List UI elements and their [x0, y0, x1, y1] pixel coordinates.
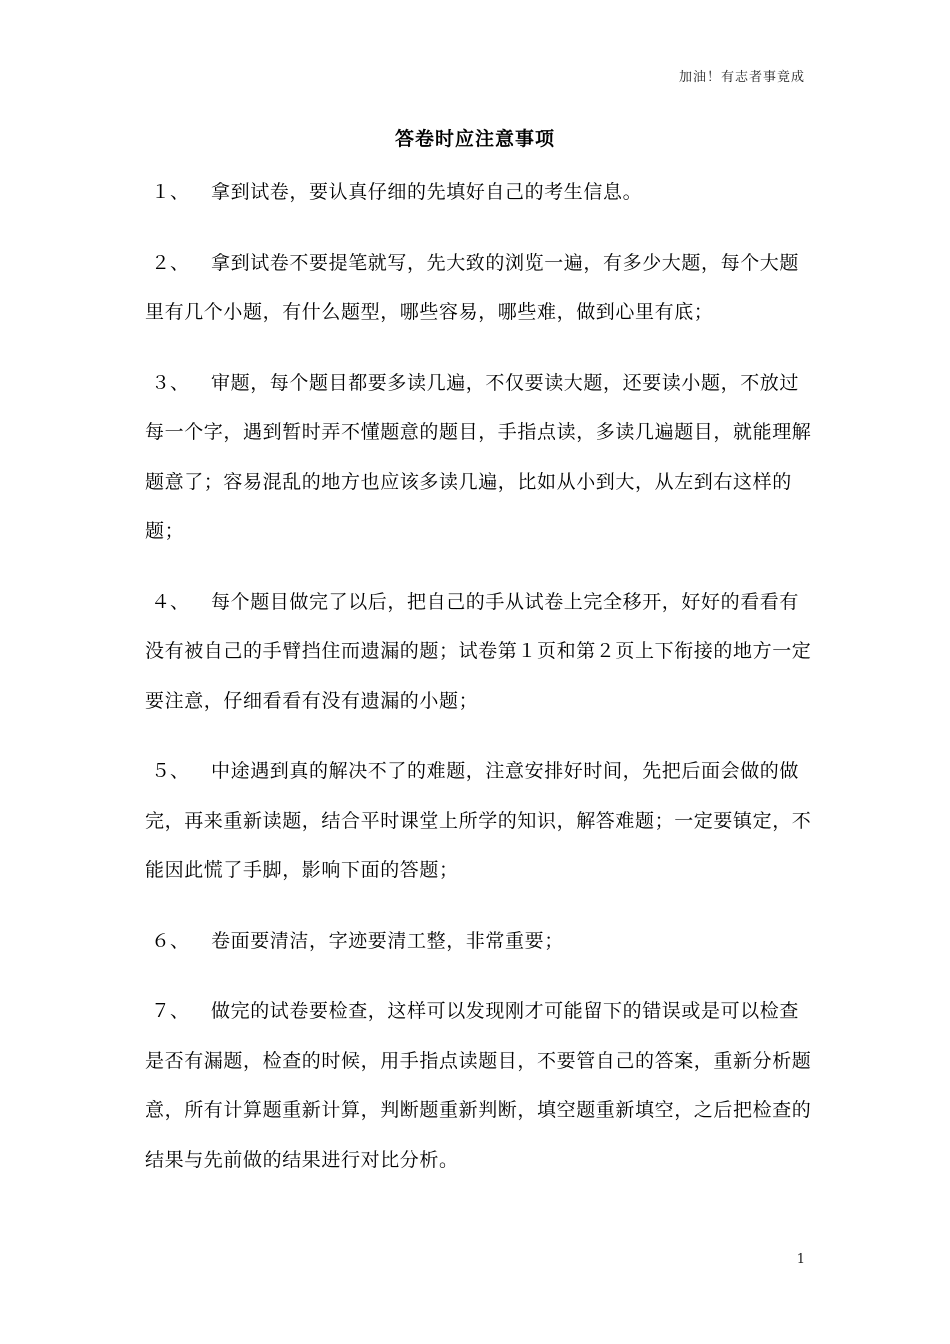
document-body — [145, 168, 815, 1206]
list-item — [145, 359, 815, 557]
item-text: 做完的试卷要检查，这样可以发现刚才可能留下的错误或是可以检查是否有漏题，检查的时候，用手指点读题目，不要管自己的答案，重新分析题意，所有计算题重新计算，判断题重新判断，填空题重新填空，之后把检查的结果与先前做的结果进行对比分析。 — [145, 1000, 812, 1171]
list-item — [145, 917, 815, 967]
item-number: ６、 — [151, 929, 190, 952]
item-text: 卷面要清洁，字迹要清工整，非常重要； — [211, 929, 564, 952]
item-number: ７、 — [151, 1000, 190, 1022]
document-title: 答卷时应注意事项 — [394, 128, 555, 150]
page-number: 1 — [796, 1252, 805, 1267]
item-text: 拿到试卷不要提笔就写，先大致的浏览一遍，有多少大题，每个大题里有几个小题，有什么题型，哪些容易，哪些难，做到心里有底； — [145, 251, 800, 323]
item-text: 中途遇到真的解决不了的难题，注意安排好时间，先把后面会做的做完，再来重新读题，结合平时课堂上所学的知识，解答难题；一定要镇定，不能因此慌了手脚，影响下面的答题； — [145, 760, 812, 881]
item-number: １、 — [151, 181, 190, 203]
list-item — [145, 747, 815, 896]
list-item — [145, 578, 815, 727]
list-item — [145, 168, 815, 218]
item-text: 每个题目做完了以后，把自己的手从试卷上完全移开，好好的看看有没有被自己的手臂挡住而遗漏的题；试卷第１页和第２页上下衔接的地方一定要注意，仔细看看有没有遗漏的小题； — [145, 590, 812, 712]
item-text: 拿到试卷，要认真仔细的先填好自己的考生信息。 — [211, 181, 643, 203]
item-number: ３、 — [151, 371, 190, 394]
item-number: ５、 — [151, 760, 190, 782]
item-text: 审题，每个题目都要多读几遍，不仅要读大题，还要读小题，不放过每一个字，遇到暂时弄不懂题意的题目，手指点读，多读几遍题目，就能理解题意了；容易混乱的地方也应该多读几遍，比如从小到大，从左到右这样的题； — [145, 371, 812, 542]
header-motto: 加油！有志者事竟成 — [678, 70, 805, 85]
list-item — [145, 239, 815, 338]
item-number: ２、 — [151, 251, 190, 274]
item-number: ４、 — [151, 590, 190, 613]
list-item — [145, 987, 815, 1185]
